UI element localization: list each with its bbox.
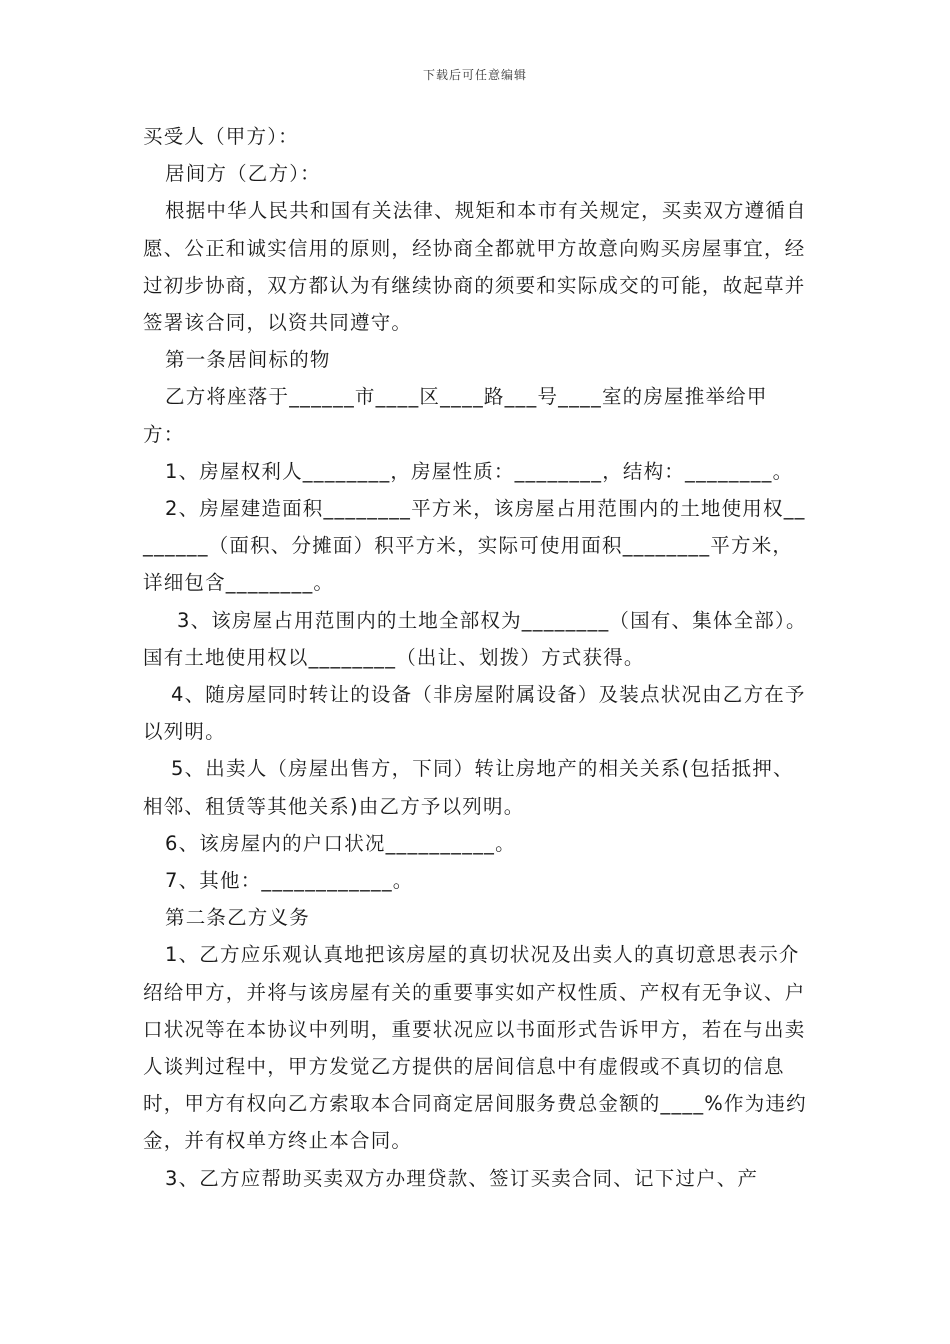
- article-1-item-3: 3、该房屋占用范围内的土地全部权为________（国有、集体全部）。国有土地使用权以________（出让、划拨）方式获得。: [143, 608, 807, 669]
- article-1-heading: 第一条居间标的物: [165, 348, 331, 372]
- article-1-item-2: 2、房屋建造面积________平方米，该房屋占用范围内的土地使用权________（面积、分摊面）积平方米，实际可使用面积________平方米，详细包含________。: [143, 497, 806, 595]
- preamble-paragraph: 根据中华人民共和国有关法律、规矩和本市有关规定，买卖双方遵循自愿、公正和诚实信用的原则，经协商全都就甲方故意向购买房屋事宜，经过初步协商，双方都认为有继续协商的须要和实际成交的可能，故起草并签署该合同，以资共同遵守。: [143, 199, 807, 335]
- article-1-intro: 乙方将座落于______市____区____路___号____室的房屋推举给甲方：: [143, 385, 768, 446]
- article-2-item-3: 3、乙方应帮助买卖双方办理贷款、签订买卖合同、记下过户、产: [165, 1166, 759, 1190]
- article-2-heading: 第二条乙方义务: [165, 906, 310, 930]
- article-2-item-1: 1、乙方应乐观认真地把该房屋的真切状况及出卖人的真切意思表示介绍给甲方，并将与该房屋有关的重要事实如产权性质、产权有无争议、户口状况等在本协议中列明，重要状况应以书面形式告诉甲方，若在与出卖人谈判过程中，甲方发觉乙方提供的居间信息中有虚假或不真切的信息时，甲方有权向乙方索取本合同商定居间服务费总金额的____%作为违约金，并有权单方终止本合同。: [143, 943, 807, 1153]
- party-a-line: 买受人（甲方）：: [143, 125, 299, 148]
- page-header-note: 下载后可任意编辑: [422, 68, 527, 82]
- contract-body: [143, 118, 808, 1197]
- party-b-line: 居间方（乙方）：: [165, 162, 321, 186]
- article-1-item-7: 7、其他：____________。: [165, 869, 414, 893]
- article-1-item-5: 5、出卖人（房屋出售方，下同）转让房地产的相关关系(包括抵押、相邻、租赁等其他关系)由乙方予以列明。: [143, 757, 794, 818]
- article-1-item-6: 6、该房屋内的户口状况__________。: [165, 831, 516, 855]
- article-1-item-4: 4、随房屋同时转让的设备（非房屋附属设备）及装点状况由乙方在予以列明。: [143, 683, 806, 744]
- article-1-item-1: 1、房屋权利人________，房屋性质：________，结构：________。: [165, 459, 794, 483]
